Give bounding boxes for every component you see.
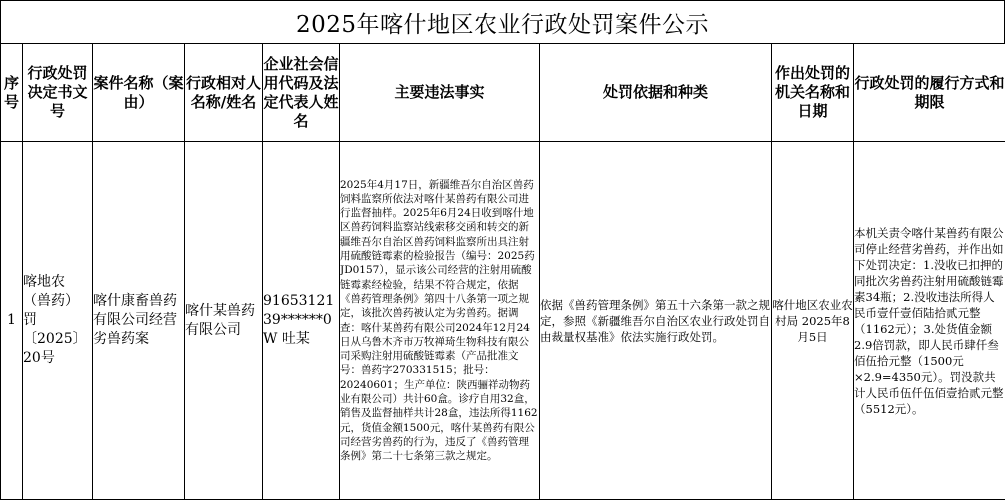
cell-credit-code: 9165312139******0W 吐某	[263, 142, 340, 500]
cell-facts: 2025年4月17日，新疆维吾尔自治区兽药饲料监察所依法对喀什某兽药有限公司进行监督抽样。2025年6月24日收到喀什地区兽药饲料监察站线索移交函和转交的新疆维吾尔自治区兽药饲料监察所出具注射用硫酸链霉素的检验报告（编号：2025药JD0157），显示该公司经营的注射用硫酸链霉素经检验，结果不符合规定，依据《兽药管理条例》第四十八条第一项之规定，该批次兽药被认定为劣兽药。据调查：喀什某兽药有限公司2024年12月24日从乌鲁木齐市万牧禅琦生物科技有限公司采购注射用硫酸链霉素（产品批准文号：兽药字270331515；批号：20240601；生产单位：陕西骊祥动物药业有限公司）共计60盒。诊疗自用32盒，销售及监督抽样共计28盒，违法所得1162元，货值金额1500元，喀什某兽药有限公司经营劣兽药的行为，违反了《兽药管理条例》第二十七条第三款之规定。	[340, 142, 540, 500]
cell-performance: 本机关责令喀什某兽药有限公司停止经营劣兽药，并作出如下处罚决定：1.没收已扣押的同批次劣兽药注射用硫酸链霉素34瓶；2.没收违法所得人民币壹仟壹佰陆拾贰元整（1162元）；3.处货值金额2.9倍罚款，即人民币肆仟叁佰伍拾元整（1500元×2.9=4350元）。罚没款共计人民币伍仟伍佰壹拾贰元整（5512元）。	[854, 142, 1005, 500]
header-basis: 处罚依据和种类	[540, 44, 772, 142]
header-decision-no: 行政处罚决定书文号	[23, 44, 93, 142]
header-facts: 主要违法事实	[340, 44, 540, 142]
header-credit-code: 企业社会信用代码及法定代表人姓名	[263, 44, 340, 142]
cell-seq: 1	[1, 142, 23, 500]
cell-basis: 依据《兽药管理条例》第五十六条第一款之规定，参照《新疆维吾尔自治区农业行政处罚自由裁量权基准》依法实施行政处罚。	[540, 142, 772, 500]
cell-case-name: 喀什康畜兽药有限公司经营劣兽药案	[93, 142, 185, 500]
header-performance: 行政处罚的履行方式和期限	[854, 44, 1005, 142]
cell-party: 喀什某兽药有限公司	[185, 142, 263, 500]
header-authority: 作出处罚的机关名称和日期	[772, 44, 854, 142]
header-seq: 序号	[1, 44, 23, 142]
cell-authority: 喀什地区农业农村局 2025年8月5日	[772, 142, 854, 500]
header-case-name: 案件名称（案由）	[93, 44, 185, 142]
page-title: 2025年喀什地区农业行政处罚案件公示	[0, 0, 1005, 44]
penalty-table	[0, 43, 1005, 500]
cell-decision-no: 喀地农（兽药）罚〔2025〕20号	[23, 142, 93, 500]
header-party: 行政相对人名称/姓名	[185, 44, 263, 142]
table-row	[1, 142, 1005, 500]
header-row	[1, 44, 1005, 142]
